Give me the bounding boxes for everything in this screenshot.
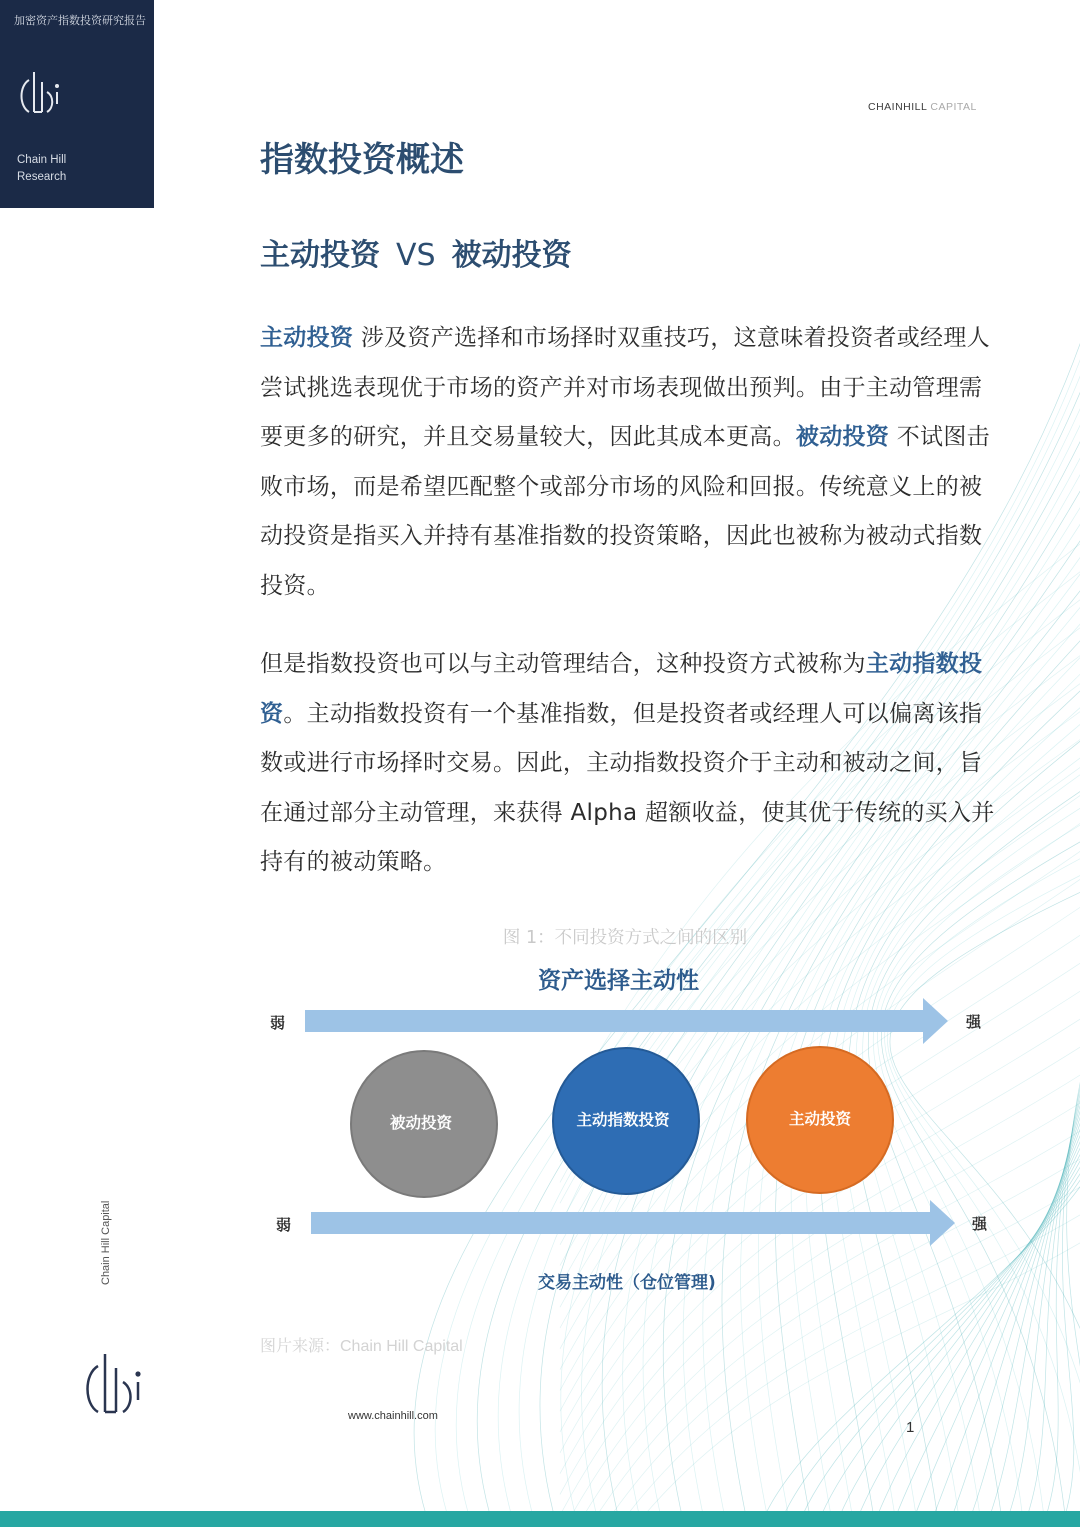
brand-part2: CAPITAL xyxy=(926,101,977,113)
page-number: 1 xyxy=(906,1419,915,1436)
figure-bottom-axis-title: 交易主动性（仓位管理) xyxy=(538,1273,716,1293)
paragraph-active-index xyxy=(260,640,1000,888)
figure-caption: 图 1：不同投资方式之间的区别 xyxy=(502,928,748,948)
section-heading-vs: VS xyxy=(396,238,436,273)
research-label-line2: Research xyxy=(17,171,67,183)
research-label-line1: Chain Hill xyxy=(17,154,67,166)
page-title: 指数投资概述 xyxy=(260,140,464,180)
figure-top-axis-title: 资产选择主动性 xyxy=(538,968,699,994)
top-arrow-strong-label: 强 xyxy=(966,1013,982,1031)
brand-wordmark xyxy=(868,101,977,113)
paragraph2-text2: 。主动指数投资有一个基准指数，但是投资者或经理人可以偏离该指数或进行市场择时交易。因此，主动指数投资介于主动和被动之间，旨在通过部分主动管理，来获得 Alpha 超额收益，使其优于传统的买入并持有的被动策略。 xyxy=(260,700,995,875)
section-heading-left: 主动投资 xyxy=(260,238,380,273)
bottom-arrow-weak-label: 弱 xyxy=(276,1216,292,1234)
header-corner-box xyxy=(0,0,154,208)
chainhill-footer-logo-icon xyxy=(80,1348,146,1418)
term-passive-investing: 被动投资 xyxy=(795,424,890,450)
bottom-arrow-strong-label: 强 xyxy=(972,1215,988,1233)
circle-active-index-label: 主动指数投资 xyxy=(576,1111,670,1129)
section-heading xyxy=(260,230,572,274)
website-url: www.chainhill.com xyxy=(348,1410,438,1422)
top-arrow-weak-label: 弱 xyxy=(270,1014,286,1032)
side-vertical-text: Chain Hill Capital xyxy=(100,1200,112,1285)
paragraph2-text1: 但是指数投资也可以与主动管理结合，这种投资方式被称为 xyxy=(260,651,866,677)
paragraph1-text2: 不试图击败市场，而是希望匹配整个或部分市场的风险和回报。传统意义上的被动投资是指买入并持有基准指数的投资策略，因此也被称为被动式指数投资。 xyxy=(260,424,990,599)
report-title: 加密资产指数投资研究报告 xyxy=(14,14,146,27)
brand-part1: CHAINHILL xyxy=(868,101,927,113)
chainhill-logo-icon xyxy=(16,68,64,116)
figure-source: 图片来源：Chain Hill Capital xyxy=(260,1338,463,1355)
term-active-index-investing: 主动指数投资 xyxy=(260,651,983,727)
paragraph1-text1: 涉及资产选择和市场择时双重技巧，这意味着投资者或经理人尝试挑选表现优于市场的资产并对市场表现做出预判。由于主动管理需要更多的研究，并且交易量较大，因此其成本更高。 xyxy=(260,325,990,450)
bottom-arrow xyxy=(311,1200,955,1246)
circle-active-label: 主动投资 xyxy=(788,1110,851,1128)
top-arrow xyxy=(305,998,948,1044)
section-heading-right: 被动投资 xyxy=(451,238,572,273)
footer-bar xyxy=(0,1511,1080,1527)
circle-passive-label: 被动投资 xyxy=(389,1114,452,1132)
paragraph-active-passive xyxy=(260,314,1000,611)
term-active-investing: 主动投资 xyxy=(260,325,354,351)
research-label xyxy=(17,152,66,186)
